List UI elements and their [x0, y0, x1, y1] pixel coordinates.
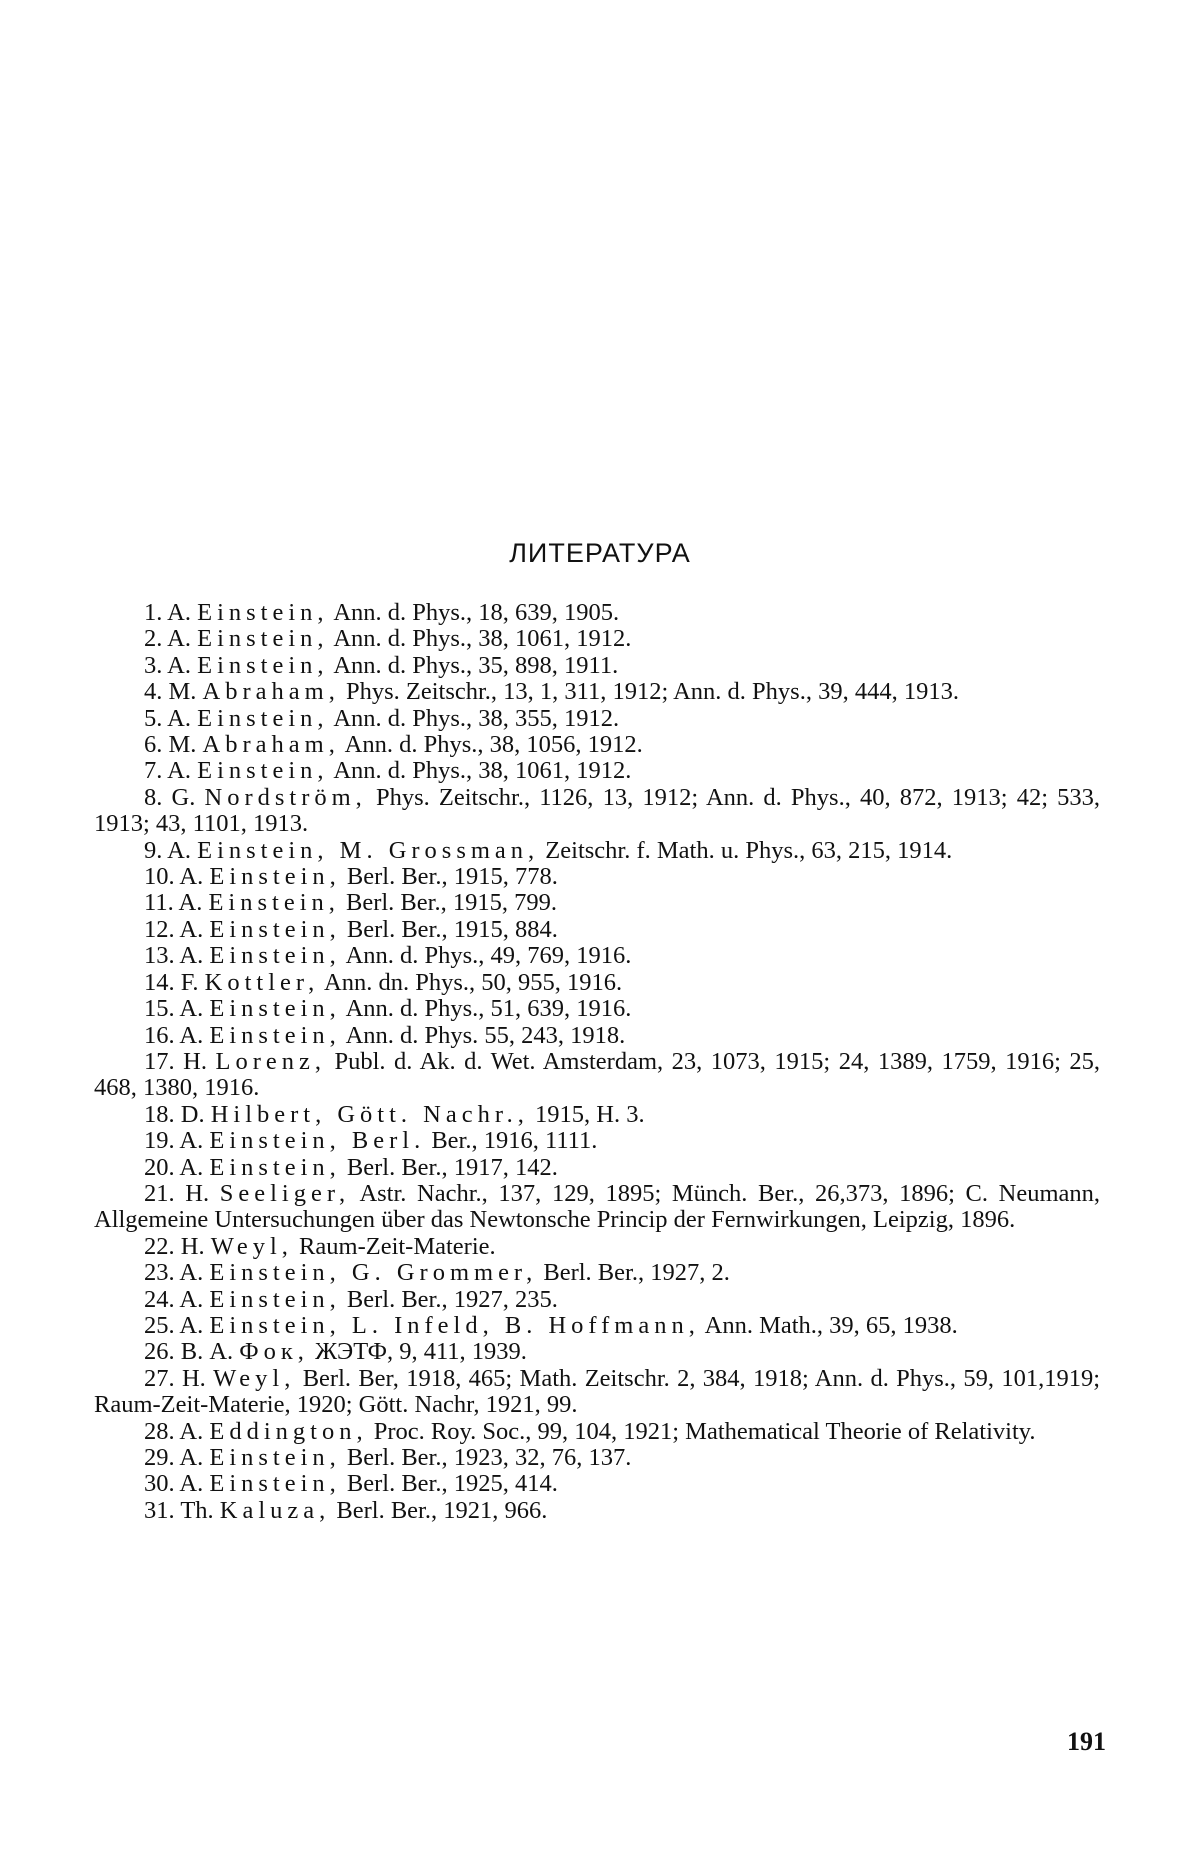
- reference-number: 13.: [144, 942, 175, 970]
- reference-item: [94, 706, 1100, 732]
- citation-details: Berl. Ber., 1915, 799.: [346, 889, 557, 917]
- reference-item: [94, 1287, 1100, 1313]
- reference-number: 24.: [144, 1285, 175, 1313]
- author-name: Hilbert, Gött. Nachr.,: [210, 1100, 529, 1128]
- author-initials: A.: [167, 651, 191, 679]
- author-initials: A.: [167, 704, 191, 732]
- author-name: Lorenz,: [215, 1047, 326, 1075]
- citation-details: Ann. d. Phys., 51, 639, 1916.: [345, 995, 632, 1023]
- citation-details: Ann. d. Phys., 38, 1061, 1912.: [333, 625, 632, 653]
- reference-number: 22.: [144, 1232, 175, 1260]
- citation-details: Berl. Ber., 1923, 32, 76, 137.: [346, 1444, 632, 1471]
- reference-item: [94, 1128, 1100, 1154]
- author-initials: H.: [183, 1047, 207, 1075]
- reference-item: [94, 1498, 1100, 1524]
- author-initials: A.: [179, 1470, 204, 1498]
- reference-item: [94, 1023, 1100, 1049]
- reference-number: 30.: [144, 1470, 175, 1498]
- reference-number: 12.: [144, 915, 175, 943]
- author-initials: A.: [179, 1153, 204, 1181]
- reference-number: 16.: [144, 1021, 175, 1049]
- reference-item: [94, 943, 1100, 969]
- author-name: Einstein,: [208, 889, 340, 917]
- citation-details: Berl. Ber., 1927, 2.: [543, 1259, 730, 1287]
- reference-number: 11.: [144, 889, 174, 917]
- author-name: Einstein,: [209, 863, 341, 891]
- author-name: Weyl,: [210, 1232, 293, 1260]
- citation-details: 1915, H. 3.: [535, 1100, 645, 1128]
- reference-item: [94, 1366, 1100, 1419]
- reference-number: 1.: [144, 599, 163, 626]
- reference-number: 31.: [144, 1496, 175, 1524]
- author-initials: H.: [181, 1364, 206, 1392]
- author-initials: F.: [180, 968, 199, 996]
- reference-item: [94, 996, 1100, 1022]
- author-name: Einstein,: [197, 625, 329, 653]
- citation-details: Ann. d. Phys., 49, 769, 1916.: [345, 942, 632, 970]
- author-name: Seeliger,: [219, 1179, 351, 1207]
- reference-item: [94, 1471, 1100, 1497]
- author-name: Eddington,: [209, 1417, 368, 1445]
- author-initials: A.: [179, 863, 204, 891]
- reference-number: 7.: [144, 757, 163, 785]
- reference-item: [94, 758, 1100, 784]
- reference-item: [94, 600, 1100, 626]
- citation-details: Berl. Ber, 1918, 465; Math. Zeitschr. 2, 384, 1918; Ann. d. Phys., 59, 101,1919; Raum-Zeit-Materie, 1920; Gött. Nachr, 1921, 99.: [94, 1364, 1101, 1419]
- author-name: Einstein,: [209, 942, 341, 970]
- reference-item: [94, 1181, 1100, 1234]
- author-name: Einstein,: [197, 704, 329, 732]
- reference-number: 18.: [144, 1100, 175, 1128]
- reference-number: 28.: [144, 1417, 175, 1445]
- author-initials: G.: [171, 783, 196, 811]
- reference-item: [94, 1049, 1100, 1102]
- author-initials: A.: [179, 1259, 204, 1287]
- reference-item: [94, 1155, 1100, 1181]
- author-name: Einstein,: [209, 995, 341, 1023]
- author-initials: D.: [180, 1100, 205, 1128]
- reference-item: [94, 732, 1100, 758]
- reference-number: 6.: [144, 731, 163, 759]
- reference-number: 17.: [144, 1047, 175, 1075]
- author-name: Einstein,: [197, 599, 329, 626]
- author-initials: M.: [168, 678, 197, 706]
- reference-item: [94, 838, 1100, 864]
- author-initials: H.: [185, 1179, 210, 1207]
- citation-details: Ann. dn. Phys., 50, 955, 1916.: [324, 968, 623, 996]
- reference-list: [94, 600, 1100, 1524]
- reference-number: 23.: [144, 1259, 175, 1287]
- author-name: Einstein,: [197, 651, 329, 679]
- author-initials: A.: [179, 1285, 204, 1313]
- author-initials: В. А.: [180, 1338, 234, 1366]
- reference-item: [94, 1445, 1100, 1471]
- reference-item: [94, 785, 1100, 838]
- author-name: Einstein,: [197, 757, 329, 785]
- citation-details: Ann. d. Phys., 18, 639, 1905.: [333, 599, 620, 626]
- author-initials: A.: [179, 1444, 204, 1471]
- citation-details: Berl. Ber., 1921, 966.: [336, 1496, 548, 1524]
- reference-item: [94, 679, 1100, 705]
- citation-details: Ann. d. Phys., 38, 355, 1912.: [333, 704, 620, 732]
- reference-number: 3.: [144, 651, 163, 679]
- reference-item: [94, 626, 1100, 652]
- author-name: Einstein,: [209, 1021, 341, 1049]
- reference-number: 4.: [144, 678, 163, 706]
- reference-item: [94, 1339, 1100, 1365]
- reference-item: [94, 970, 1100, 996]
- reference-number: 15.: [144, 995, 175, 1023]
- reference-number: 26.: [144, 1338, 175, 1366]
- citation-details: Phys. Zeitschr., 1126, 13, 1912; Ann. d. Phys., 40, 872, 1913; 42; 533, 1913; 43, 1101, 1913.: [94, 783, 1101, 838]
- author-name: Einstein, Berl.: [209, 1127, 426, 1155]
- reference-number: 2.: [144, 625, 163, 653]
- reference-number: 21.: [144, 1179, 175, 1207]
- author-initials: A.: [179, 942, 204, 970]
- author-name: Фок,: [239, 1338, 309, 1366]
- author-name: Einstein,: [209, 1153, 341, 1181]
- citation-details: Ann. Math., 39, 65, 1938.: [704, 1311, 958, 1339]
- reference-item: [94, 653, 1100, 679]
- reference-number: 10.: [144, 863, 175, 891]
- author-initials: Th.: [180, 1496, 214, 1524]
- citation-details: Astr. Nachr., 137, 129, 1895; Münch. Ber., 26,373, 1896; C. Neumann, Allgemeine Untersuchungen über das Newtonsche Princip der Fernwirkungen, Leipzig, 1896.: [94, 1179, 1101, 1234]
- author-initials: A.: [179, 1417, 204, 1445]
- reference-number: 20.: [144, 1153, 175, 1181]
- author-name: Einstein,: [209, 1285, 341, 1313]
- section-heading: ЛИТЕРАТУРА: [509, 538, 691, 568]
- reference-item: [94, 1260, 1100, 1286]
- author-initials: A.: [179, 995, 204, 1023]
- citation-details: Ber., 1916, 1111.: [431, 1127, 598, 1155]
- reference-number: 14.: [144, 968, 175, 996]
- reference-number: 29.: [144, 1444, 175, 1471]
- author-initials: A.: [167, 599, 191, 626]
- author-initials: A.: [179, 1127, 204, 1155]
- author-name: Weyl,: [213, 1364, 296, 1392]
- author-initials: H.: [180, 1232, 205, 1260]
- reference-item: [94, 890, 1100, 916]
- author-initials: A.: [179, 1311, 204, 1339]
- author-name: Einstein, G. Grommer,: [209, 1259, 538, 1287]
- citation-details: ЖЭТФ, 9, 411, 1939.: [315, 1338, 527, 1366]
- citation-details: Berl. Ber., 1925, 414.: [346, 1470, 558, 1498]
- author-name: Abraham,: [202, 731, 340, 759]
- author-initials: A.: [167, 625, 191, 653]
- reference-item: [94, 1313, 1100, 1339]
- citation-details: Ann. d. Phys. 55, 243, 1918.: [345, 1021, 626, 1049]
- author-name: Einstein, L. Infeld, B. Hoffmann,: [209, 1311, 700, 1339]
- author-name: Abraham,: [202, 678, 340, 706]
- citation-details: Berl. Ber., 1927, 235.: [346, 1285, 558, 1313]
- author-initials: A.: [178, 889, 203, 917]
- reference-item: [94, 864, 1100, 890]
- reference-item: [94, 1102, 1100, 1128]
- author-name: Einstein,: [209, 1444, 341, 1471]
- author-initials: A.: [167, 836, 191, 864]
- author-name: Kaluza,: [219, 1496, 331, 1524]
- citation-details: Raum-Zeit-Materie.: [299, 1232, 496, 1260]
- reference-item: [94, 1419, 1100, 1445]
- author-name: Einstein,: [209, 1470, 341, 1498]
- reference-number: 9.: [144, 836, 163, 864]
- author-initials: A.: [179, 915, 204, 943]
- reference-number: 8.: [144, 783, 163, 811]
- author-name: Kottler,: [204, 968, 320, 996]
- citation-details: Ann. d. Phys., 38, 1056, 1912.: [344, 731, 643, 759]
- reference-number: 27.: [144, 1364, 175, 1392]
- citation-details: Ann. d. Phys., 35, 898, 1911.: [333, 651, 619, 679]
- reference-number: 25.: [144, 1311, 175, 1339]
- author-initials: M.: [168, 731, 197, 759]
- page-number: 191: [1067, 1727, 1106, 1756]
- citation-details: Publ. d. Ak. d. Wet. Amsterdam, 23, 1073, 1915; 24, 1389, 1759, 1916; 25, 468, 1380, 1916.: [94, 1047, 1101, 1102]
- citation-details: Zeitschr. f. Math. u. Phys., 63, 215, 1914.: [545, 836, 953, 864]
- citation-details: Berl. Ber., 1915, 884.: [346, 915, 558, 943]
- citation-details: Phys. Zeitschr., 13, 1, 311, 1912; Ann. d. Phys., 39, 444, 1913.: [345, 678, 959, 706]
- citation-details: Berl. Ber., 1917, 142.: [346, 1153, 558, 1181]
- citation-details: Proc. Roy. Soc., 99, 104, 1921; Mathematical Theorie of Relativity.: [373, 1417, 1036, 1445]
- citation-details: Berl. Ber., 1915, 778.: [346, 863, 558, 891]
- reference-item: [94, 917, 1100, 943]
- author-name: Nordström,: [204, 783, 367, 811]
- author-name: Einstein, M. Grossman,: [197, 836, 540, 864]
- author-name: Einstein,: [209, 915, 341, 943]
- author-initials: A.: [179, 1021, 204, 1049]
- citation-details: Ann. d. Phys., 38, 1061, 1912.: [333, 757, 632, 785]
- author-initials: A.: [167, 757, 191, 785]
- reference-item: [94, 1234, 1100, 1260]
- reference-number: 19.: [144, 1127, 175, 1155]
- reference-number: 5.: [144, 704, 163, 732]
